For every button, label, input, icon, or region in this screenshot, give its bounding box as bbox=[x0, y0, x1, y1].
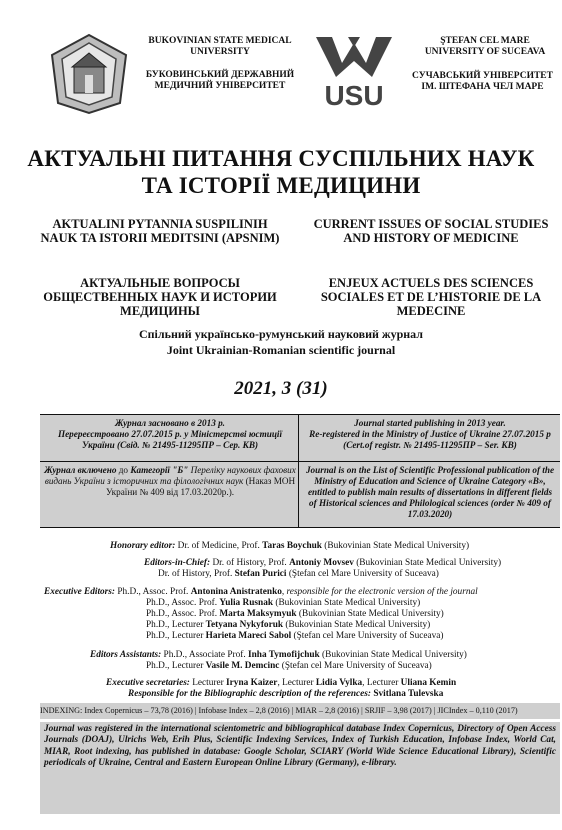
executive-editor-2: Ph.D., Assoc. Prof. Yulia Rusnak (Bukovinian State Medical University) bbox=[146, 598, 421, 608]
journal-title-fr: ENJEUX ACTUELS DES SCIENCES SOCIALES ET DE L’HISTORIE DE LA MEDECINE bbox=[320, 276, 542, 318]
indexing-bar: INDEXING: Index Copernicus – 73,78 (2016) | Infobase Index – 2,8 (2016) | MIAR – 2,8 (2016) | SRJIF – 3,98 (2017) | JICIndex – 0,110 (2017) bbox=[40, 703, 560, 719]
registration-en: Journal started publishing in 2013 year. Re-registered in the Ministry of Justice of Ukraine 27.07.2015 p (Cert.of registr. № 21495-11295ПР – Ser. КВ) bbox=[309, 418, 551, 450]
usu-logo-text: USU bbox=[324, 80, 384, 111]
executive-editor-1: Executive Editors: Ph.D., Assoc. Prof. Antonina Anistratenko, responsible for the electronic version of the journal bbox=[44, 587, 478, 597]
editors-assistant-1: Editors Assistants: Ph.D., Associate Prof. Inha Tymofijchuk (Bukovinian State Medical University) bbox=[90, 650, 467, 660]
editor-in-chief-1: Editors-in-Chief: Dr. of History, Prof. Antoniy Movsev (Bukovinian State Medical University) bbox=[144, 558, 502, 568]
category-en: Journal is on the List of Scientific Professional publication of the Ministry of Education and Science of Ukraine Category «B», entitled to publish main results of dissertations in different fields of Historical sciences and Philological sciences (order № 409 of 17.03.2020) bbox=[305, 465, 555, 519]
usu-logo bbox=[308, 33, 400, 111]
journal-title-ru: АКТУАЛЬНЫЕ ВОПРОСЫ ОБЩЕСТВЕННЫХ НАУК И ИСТОРИИ МЕДИЦИНЫ bbox=[43, 276, 277, 318]
honorary-editor: Honorary editor: Dr. of Medicine, Prof. Taras Boychuk (Bukovinian State Medical University) bbox=[110, 541, 470, 551]
executive-editor-5: Ph.D., Lecturer Harieta Mareci Sabol (Ştefan cel Mare University of Suceava) bbox=[146, 631, 444, 641]
category-ua: Журнал включено до Категорії "Б" Переліку наукових фахових видань України з історичних та філологічних наук (Наказ МОН України № 409 від 17.03.2020р.). bbox=[44, 465, 296, 497]
executive-editor-3: Ph.D., Assoc. Prof. Marta Maksymyuk (Bukovinian State Medical University) bbox=[146, 609, 444, 619]
registration-ua: Журнал засновано в 2013 р. Перереєстровано 27.07.2015 р. у Міністерстві юстиції України (Свід. № 21495-11295ПР – Сер. КВ) bbox=[57, 418, 283, 450]
editors-assistant-2: Ph.D., Lecturer Vasile M. Demcinc (Ştefan cel Mare University of Suceava) bbox=[146, 661, 432, 671]
database-registration: Journal was registered in the international scientometric and bibliographical database Index Copernicus, Directory of Open Access Journals (DOAJ), Ulrichs Web, Erih Plus, Scientific Indexing Services, Index of Turkish Education, Infobase Index, World Cat, MIAR, Root indexing, has published in database: Google Scholar, SCIARY (World Wide Science Educational Library), Scientific periodicals of Ukraine, Central and Eastern European Online Library (Germany), e-library. bbox=[40, 722, 560, 814]
editor-in-chief-2: Dr. of History, Prof. Stefan Purici (Ştefan cel Mare University of Suceava) bbox=[158, 569, 439, 579]
registration-box bbox=[40, 414, 560, 528]
issue-number: 2021, 3 (31) bbox=[234, 378, 328, 399]
left-university-ua: БУКОВИНСЬКИЙ ДЕРЖАВНИЙ МЕДИЧНИЙ УНІВЕРСИТЕТ bbox=[145, 70, 295, 91]
bsmu-logo bbox=[48, 33, 130, 115]
executive-editor-4: Ph.D., Lecturer Tetyana Nykyforuk (Bukovinian State Medical University) bbox=[146, 620, 431, 630]
right-university-en: ŞTEFAN CEL MARE UNIVERSITY OF SUCEAVA bbox=[424, 36, 546, 57]
journal-title-ua: АКТУАЛЬНІ ПИТАННЯ СУСПІЛЬНИХ НАУК ТА ІСТОРІЇ МЕДИЦИНИ bbox=[27, 146, 535, 198]
journal-title-en: CURRENT ISSUES OF SOCIAL STUDIES AND HISTORY OF MEDICINE bbox=[313, 217, 549, 245]
joint-journal-ua: Спільний українсько-румунський науковий журнал bbox=[138, 327, 424, 341]
bibliographic-responsible: Responsible for the Bibliographic description of the references: Svitlana Tulevska bbox=[128, 689, 444, 699]
executive-secretaries: Executive secretaries: Lecturer Iryna Kaizer, Lecturer Lidia Vylka, Lecturer Uliana Kemin bbox=[106, 678, 457, 688]
journal-title-translit: AKTUALINI PYTANNIA SUSPILINIH NAUK TA ISTORII MEDITSINI (APSNIM) bbox=[40, 217, 280, 245]
left-university-en: BUKOVINIAN STATE MEDICAL UNIVERSITY bbox=[148, 36, 292, 57]
joint-journal-en: Joint Ukrainian-Romanian scientific journal bbox=[166, 343, 396, 357]
right-university-ua: СУЧАВСЬКИЙ УНІВЕРСИТЕТ ІМ. ШТЕФАНА ЧЕЛ МАРЕ bbox=[412, 71, 553, 92]
